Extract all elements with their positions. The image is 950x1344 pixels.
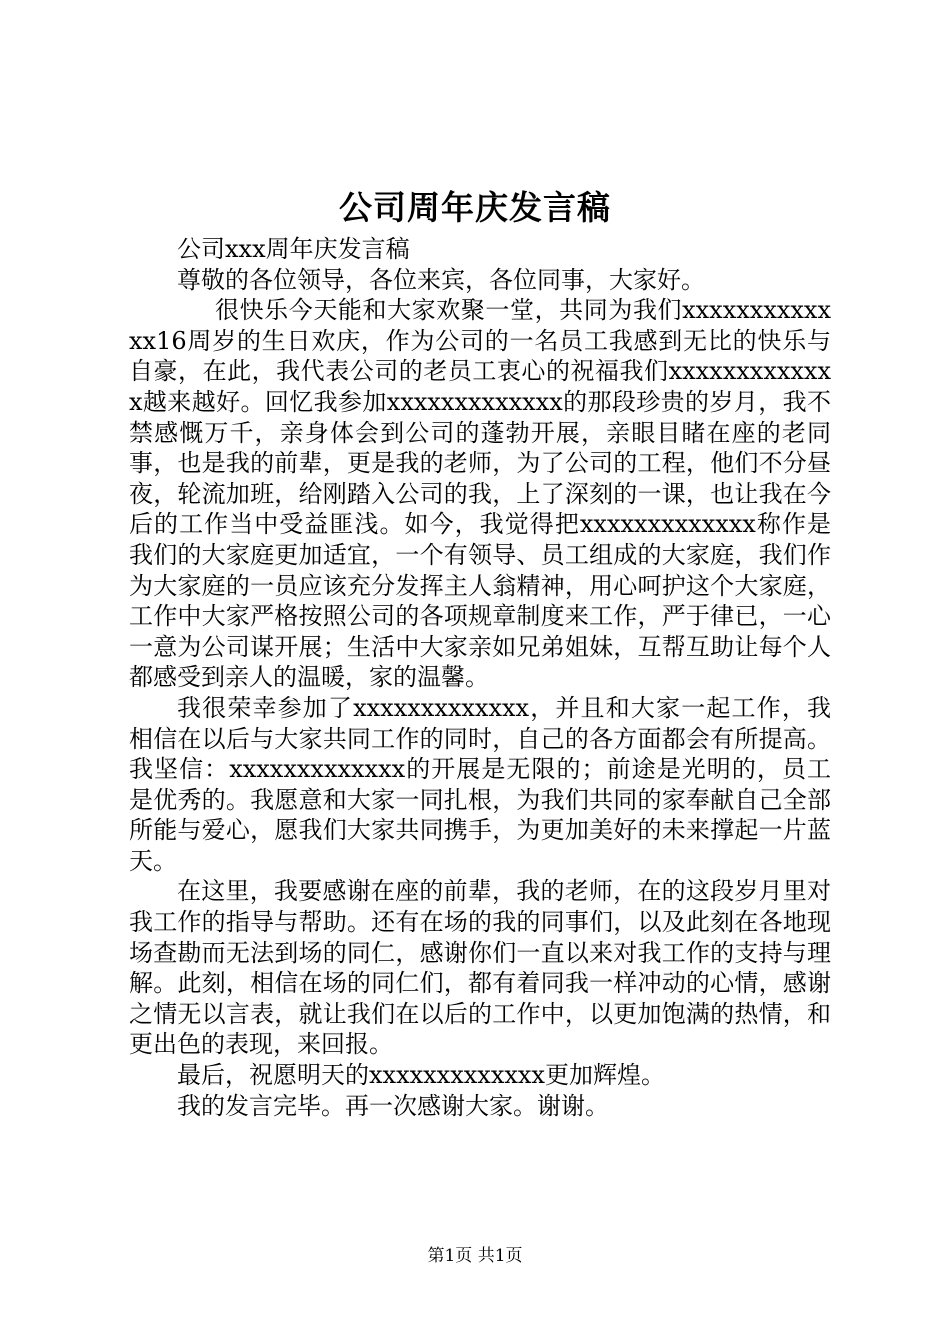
document-body [129, 234, 831, 1121]
paragraph-main: 很快乐今天能和大家欢聚一堂，共同为我们xxxxxxxxxxxxx16周岁的生日欢庆，作为公司的一名员工我感到无比的快乐与自豪，在此，我代表公司的老员工衷心的祝福我们xxxxxxxxxxxxx越来越好。回忆我参加xxxxxxxxxxxxx的那段珍贵的岁月，我不禁感慨万千，亲身体会到公司的蓬勃开展，亲眼目睹在座的老同事，也是我的前辈，更是我的老师，为了公司的工程，他们不分昼夜，轮流加班，给刚踏入公司的我，上了深刻的一课，也让我在今后的工作当中受益匪浅。如今，我觉得把xxxxxxxxxxxxx称作是我们的大家庭更加适宜，一个有领导、员工组成的大家庭，我们作为大家庭的一员应该充分发挥主人翁精神，用心呵护这个大家庭，工作中大家严格按照公司的各项规章制度来工作，严于律已，一心一意为公司谋开展；生活中大家亲如兄弟姐妹，互帮互助让每个人都感受到亲人的温暖，家的温馨。 [129, 296, 831, 692]
paragraph-greeting: 尊敬的各位领导，各位来宾，各位同事，大家好。 [177, 265, 705, 294]
paragraph-honor: 我很荣幸参加了xxxxxxxxxxxxx，并且和大家一起工作，我相信在以后与大家共同工作的同时，自己的各方面都会有所提高。我坚信：xxxxxxxxxxxxx的开展是无限的；前途是光明的，员工是优秀的。我愿意和大家一同扎根，为我们共同的家奉献自己全部所能与爱心，愿我们大家共同携手，为更加美好的未来撑起一片蓝天。 [129, 693, 831, 875]
paragraph-closing: 我的发言完毕。再一次感谢大家。谢谢。 [177, 1091, 609, 1120]
paragraph-wish: 最后，祝愿明天的xxxxxxxxxxxxx更加辉煌。 [177, 1061, 665, 1090]
page-footer: 第1页 共1页 [427, 1246, 523, 1266]
paragraph-thanks: 在这里，我要感谢在座的前辈，我的老师，在的这段岁月里对我工作的指导与帮助。还有在场的我的同事们，以及此刻在各地现场查勘而无法到场的同仁，感谢你们一直以来对我工作的支持与理解。此刻，相信在场的同仁们，都有着同我一样冲动的心情，感谢之情无以言表，就让我们在以后的工作中，以更加饱满的热情，和更出色的表现，来回报。 [129, 877, 831, 1059]
document-title: 公司周年庆发言稿 [339, 188, 611, 227]
paragraph-subtitle: 公司xxx周年庆发言稿 [177, 235, 410, 263]
